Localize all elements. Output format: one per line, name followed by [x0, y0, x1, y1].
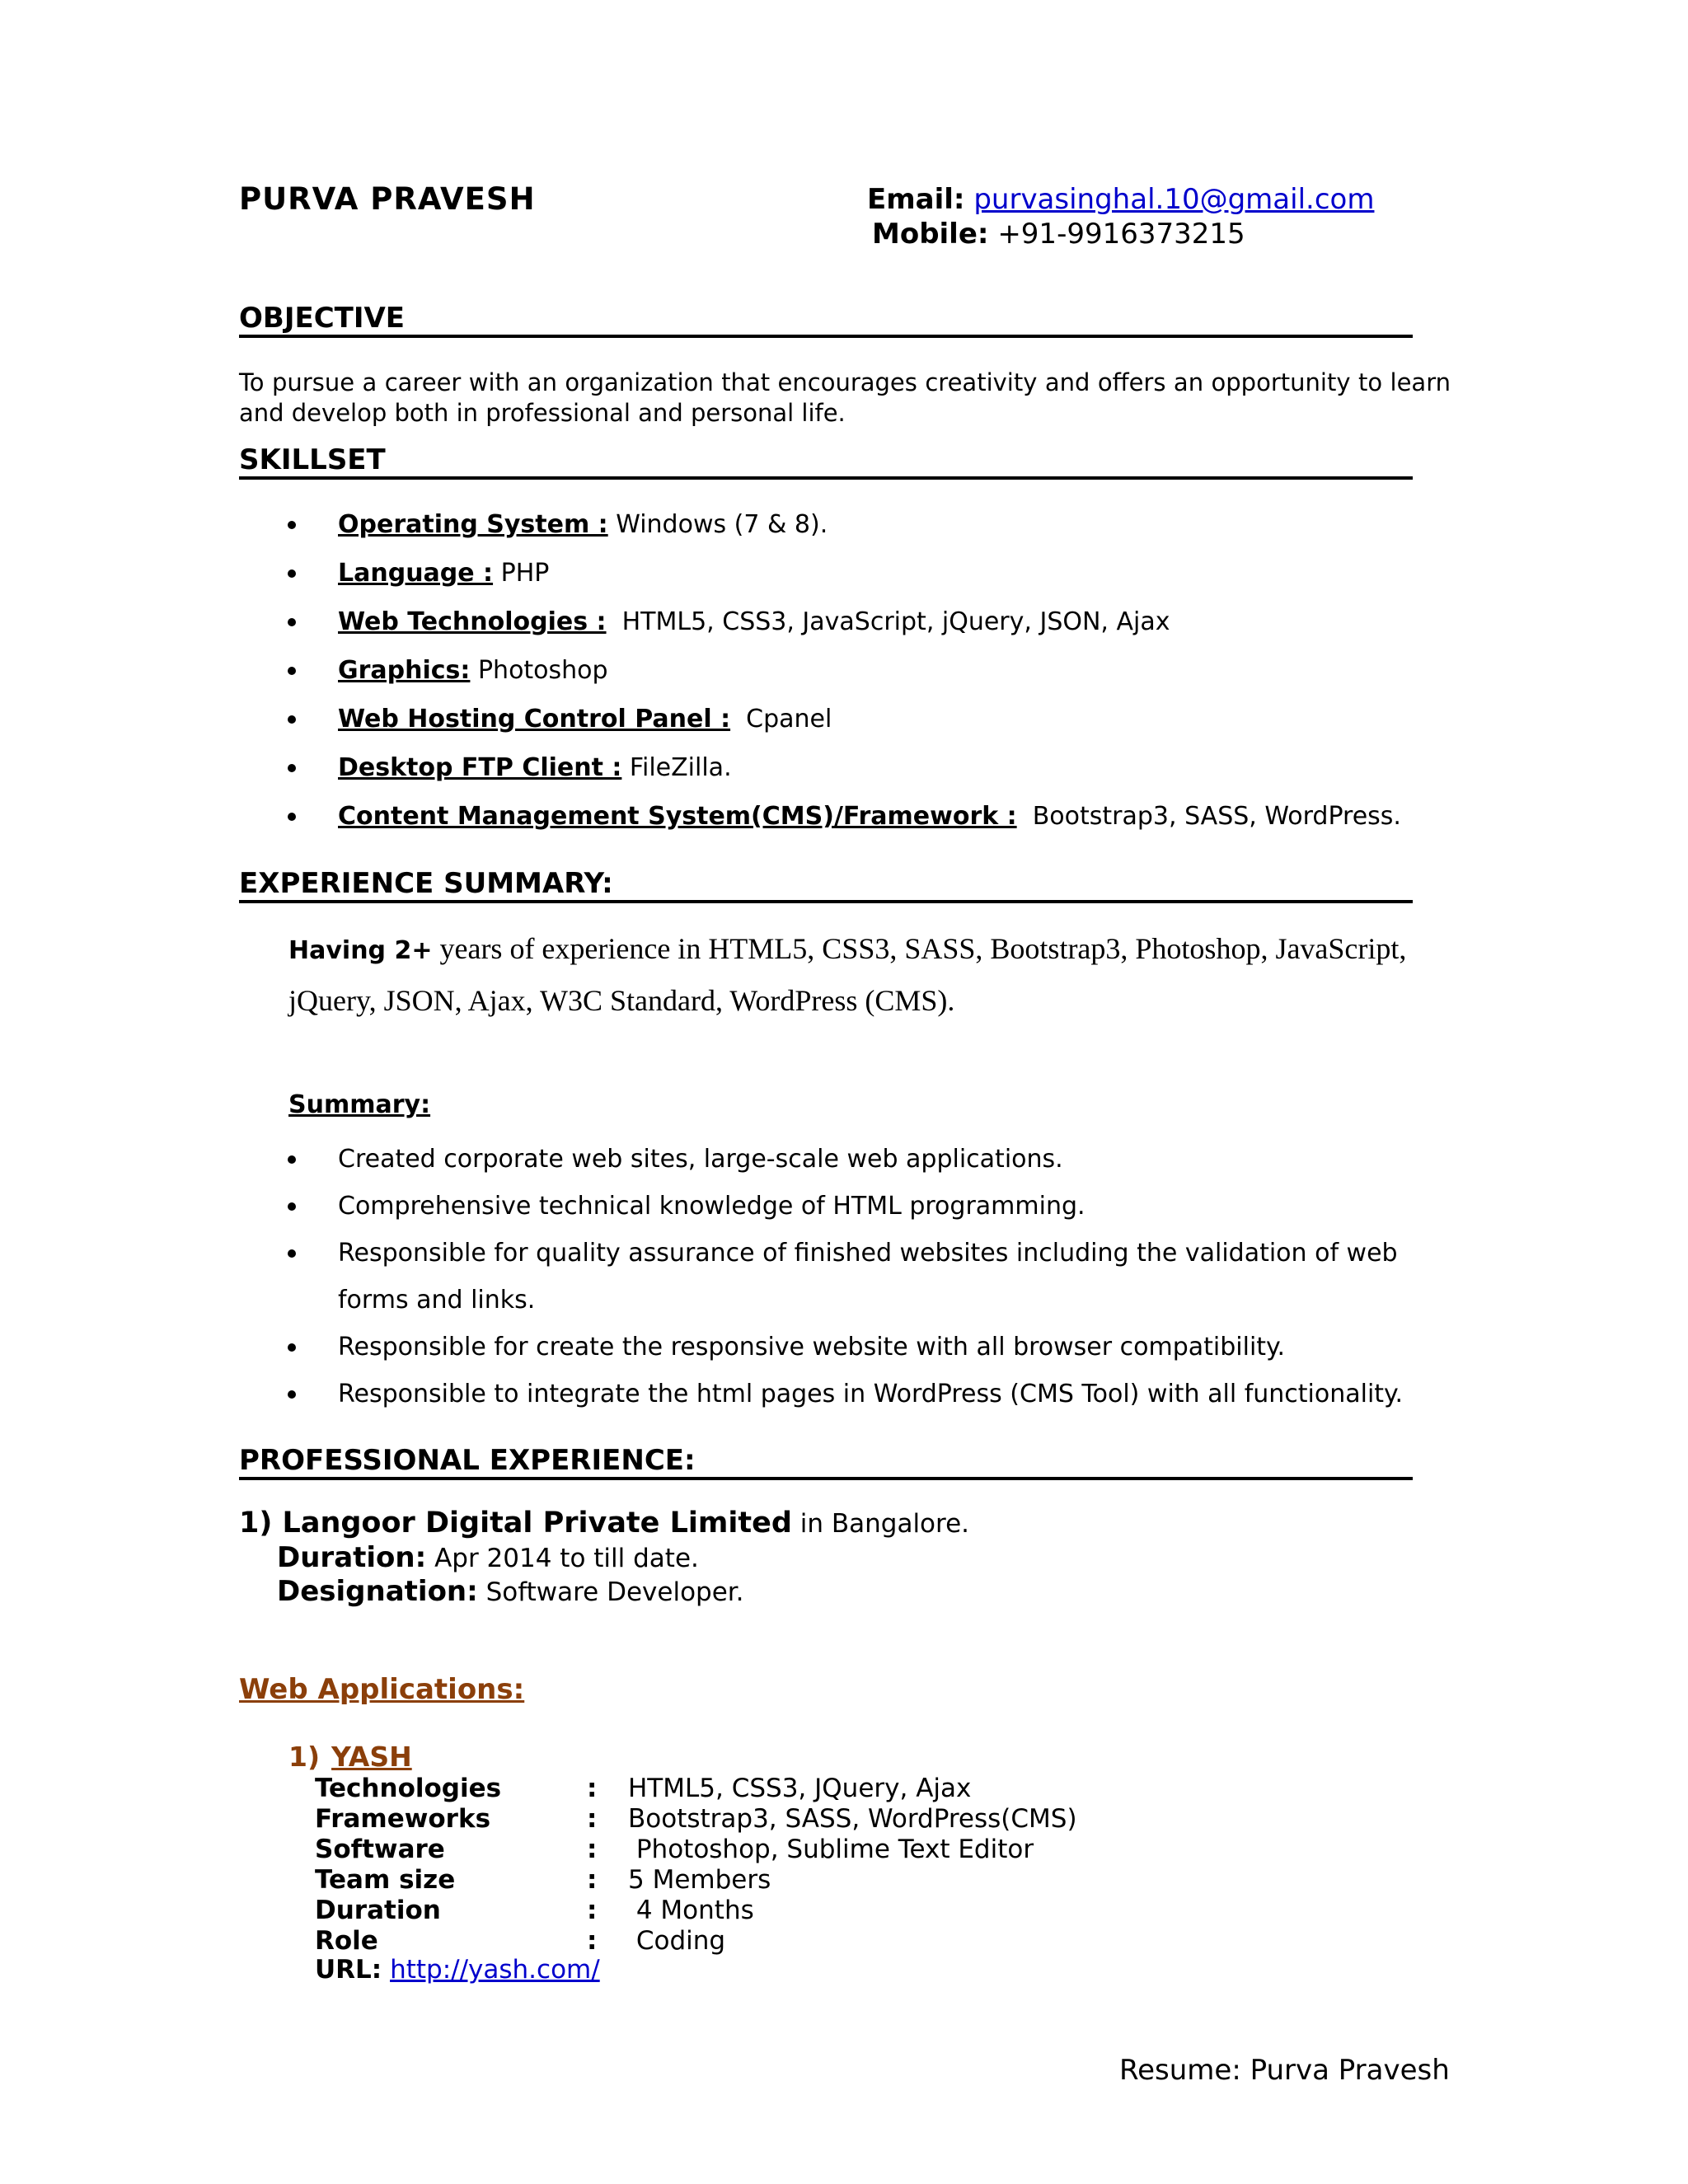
detail-separator: :: [587, 1896, 598, 1925]
skillset-heading: SKILLSET: [239, 443, 1413, 480]
table-row: [315, 1804, 1077, 1835]
professional-experience-heading: PROFESSIONAL EXPERIENCE:: [239, 1444, 1413, 1480]
summary-item: Responsible for quality assurance of finished websites including the validation of web forms and links.: [284, 1230, 1455, 1324]
detail-value: 4 Months: [628, 1896, 754, 1925]
duration-row: [277, 1541, 699, 1574]
skill-value: HTML5, CSS3, JavaScript, jQuery, JSON, Ajax: [606, 607, 1170, 636]
skill-item: [284, 558, 1401, 607]
table-row: [315, 1774, 1077, 1804]
skill-value: Windows (7 & 8).: [607, 510, 828, 539]
mobile-number: +91-9916373215: [997, 218, 1245, 251]
skill-key: Graphics:: [338, 656, 471, 685]
company-location: in Bangalore.: [791, 1509, 970, 1539]
detail-separator: :: [587, 1865, 598, 1895]
detail-value: Photoshop, Sublime Text Editor: [628, 1835, 1034, 1864]
detail-label: Technologies: [315, 1774, 502, 1803]
detail-separator: :: [587, 1804, 598, 1834]
experience-text-1: years of experience in HTML5, CSS3, SASS, Bootstrap3, Photoshop, JavaScript,: [432, 932, 1407, 965]
skill-key: Web Hosting Control Panel :: [338, 705, 731, 733]
candidate-name: PURVA PRAVESH: [239, 181, 536, 217]
mobile-row: [872, 218, 1245, 251]
company-name: 1) Langoor Digital Private Limited: [239, 1507, 792, 1540]
objective-heading: OBJECTIVE: [239, 302, 1413, 338]
detail-label: Frameworks: [315, 1804, 491, 1834]
skill-value: FileZilla.: [621, 753, 732, 782]
detail-separator: :: [587, 1926, 598, 1956]
table-row: [315, 1835, 1077, 1865]
skill-key: Desktop FTP Client :: [338, 753, 622, 782]
table-row: [315, 1896, 1077, 1926]
skill-value: Photoshop: [470, 656, 608, 685]
summary-title: Summary:: [288, 1090, 431, 1119]
summary-item: Comprehensive technical knowledge of HTML programming.: [284, 1183, 1455, 1230]
designation-row: [277, 1575, 744, 1608]
experience-summary-heading: EXPERIENCE SUMMARY:: [239, 867, 1413, 903]
summary-item: Responsible for create the responsive website with all browser compatibility.: [284, 1324, 1455, 1371]
skill-item: [284, 801, 1401, 850]
mobile-label: Mobile:: [872, 218, 989, 251]
skill-item: [284, 752, 1401, 801]
skill-value: PHP: [493, 559, 550, 588]
url-label: URL:: [315, 1955, 382, 1985]
project-url-link[interactable]: http://yash.com/: [390, 1955, 600, 1985]
web-applications-heading: Web Applications:: [239, 1673, 525, 1706]
experience-line-2: jQuery, JSON, Ajax, W3C Standard, WordPress (CMS).: [288, 984, 955, 1017]
detail-label: Role: [315, 1926, 378, 1956]
page-footer: Resume: Purva Pravesh: [1119, 2054, 1450, 2087]
company-row: [239, 1507, 969, 1540]
project-name: YASH: [331, 1741, 412, 1773]
detail-value: HTML5, CSS3, JQuery, Ajax: [628, 1774, 972, 1803]
skill-key: Content Management System(CMS)/Framework :: [338, 802, 1017, 831]
experience-line-1: [288, 931, 1406, 966]
detail-label: Software: [315, 1835, 445, 1864]
skill-key: Web Technologies :: [338, 607, 607, 636]
summary-list: [284, 1136, 1455, 1418]
experience-lead: Having 2+: [288, 936, 433, 965]
skill-item: [284, 704, 1401, 752]
project-title: [288, 1741, 412, 1773]
designation-value: Software Developer.: [477, 1577, 744, 1607]
email-label: Email:: [867, 183, 965, 216]
objective-text: To pursue a career with an organization that encourages creativity and offers an opportunity to learn and develop both in professional and personal life.: [239, 368, 1451, 427]
table-row: [315, 1926, 1077, 1957]
detail-separator: :: [587, 1774, 598, 1803]
summary-item: Responsible to integrate the html pages in WordPress (CMS Tool) with all functionality.: [284, 1371, 1455, 1418]
skill-key: Operating System :: [338, 510, 608, 539]
project-number: 1): [288, 1741, 321, 1773]
duration-value: Apr 2014 to till date.: [426, 1544, 699, 1573]
email-link[interactable]: purvasinghal.10@gmail.com: [973, 183, 1375, 216]
summary-item: Created corporate web sites, large-scale web applications.: [284, 1136, 1455, 1183]
detail-separator: :: [587, 1835, 598, 1864]
skill-item: [284, 607, 1401, 655]
email-row: [867, 183, 1374, 216]
skill-item: [284, 509, 1401, 558]
skill-value: Cpanel: [730, 705, 832, 733]
detail-label: Duration: [315, 1896, 441, 1925]
detail-value: Bootstrap3, SASS, WordPress(CMS): [628, 1804, 1077, 1834]
skill-key: Language :: [338, 559, 494, 588]
designation-label: Designation:: [277, 1575, 478, 1608]
duration-label: Duration:: [277, 1541, 427, 1574]
table-row: [315, 1865, 1077, 1896]
detail-value: Coding: [628, 1926, 726, 1956]
skillset-list: [284, 509, 1401, 850]
skill-item: [284, 655, 1401, 704]
project-details-table: [315, 1774, 1077, 1957]
detail-label: Team size: [315, 1865, 456, 1895]
project-url-row: [315, 1955, 600, 1985]
detail-value: 5 Members: [628, 1865, 771, 1895]
skill-value: Bootstrap3, SASS, WordPress.: [1016, 802, 1401, 831]
